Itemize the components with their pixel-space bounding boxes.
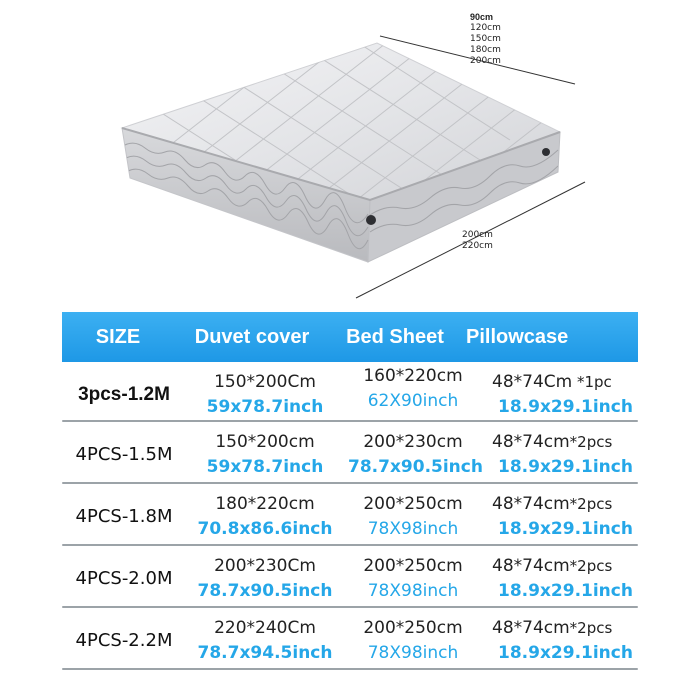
sheet-cm: 200*250cm — [363, 494, 463, 514]
mattress-image — [0, 0, 700, 310]
duvet-inch: 78.7x90.5inch — [197, 581, 333, 601]
sheet-inch: 78.7x90.5inch — [348, 457, 483, 477]
pillow-inch: 18.9x29.1inch — [498, 643, 633, 663]
table-row — [62, 484, 638, 546]
header-duvet-cover: Duvet cover — [194, 325, 310, 348]
pillow-inch: 18.9x29.1inch — [498, 457, 633, 477]
sheet-cm: 200*230cm — [363, 432, 463, 452]
sheet-inch: 78X98inch — [367, 519, 459, 539]
row-size-label: 4PCS-2.0M — [75, 568, 173, 589]
width-option: 120cm — [470, 23, 501, 33]
duvet-cm: 180*220cm — [215, 494, 315, 514]
width-option: 90cm — [470, 12, 494, 22]
mattress-illustration — [0, 0, 700, 310]
table-row — [62, 608, 638, 670]
header-size: SIZE — [95, 325, 141, 348]
duvet-cm: 200*230Cm — [214, 556, 316, 576]
row-size-label: 4PCS-1.5M — [75, 444, 173, 465]
pillow-cm: 48*74cm — [492, 618, 570, 638]
header-bed-sheet: Bed Sheet — [346, 325, 444, 348]
pillow-cm: 48*74cm — [492, 432, 570, 452]
table-row — [62, 422, 638, 484]
width-option: 180cm — [470, 45, 501, 55]
pillow-inch: 18.9x29.1inch — [498, 581, 633, 601]
pillow-inch: 18.9x29.1inch — [498, 519, 633, 539]
duvet-inch: 59x78.7inch — [206, 457, 324, 477]
table-row — [62, 362, 638, 422]
row-size-label: 3pcs-1.2M — [78, 384, 170, 405]
row-size-label: 4PCS-1.8M — [75, 506, 173, 527]
pillow-cm: 48*74Cm — [492, 372, 573, 392]
row-size-label: 4PCS-2.2M — [75, 630, 173, 651]
width-option: 200cm — [470, 56, 501, 66]
pillow-cm: 48*74cm — [492, 494, 570, 514]
table-row — [62, 546, 638, 608]
header-pillowcase: Pillowcase — [466, 325, 569, 348]
duvet-inch: 70.8x86.6inch — [197, 519, 333, 539]
length-option: 200cm — [462, 230, 493, 240]
length-option: 220cm — [462, 241, 493, 251]
sheet-inch: 62X90inch — [367, 391, 459, 411]
duvet-cm: 150*200Cm — [214, 372, 316, 392]
pillow-qty: *2pcs — [569, 619, 613, 637]
sheet-inch: 78X98inch — [367, 581, 459, 601]
sheet-inch: 78X98inch — [367, 643, 459, 663]
table-header — [62, 312, 638, 362]
width-option: 150cm — [470, 34, 501, 44]
duvet-cm: 150*200cm — [215, 432, 315, 452]
row-divider — [62, 668, 638, 670]
pillow-qty: *2pcs — [569, 495, 613, 513]
duvet-cm: 220*240Cm — [214, 618, 316, 638]
sheet-cm: 200*250cm — [363, 556, 463, 576]
pillow-cm: 48*74cm — [492, 556, 570, 576]
pillow-inch: 18.9x29.1inch — [498, 397, 633, 417]
width-dimension-list — [470, 12, 501, 67]
length-dimension-list — [462, 230, 493, 252]
duvet-inch: 59x78.7inch — [206, 397, 324, 417]
pillow-qty: *2pcs — [569, 557, 613, 575]
pillow-qty: *1pc — [572, 373, 612, 391]
duvet-inch: 78.7x94.5inch — [197, 643, 333, 663]
sheet-cm: 200*250cm — [363, 618, 463, 638]
pillow-qty: *2pcs — [569, 433, 613, 451]
sheet-cm: 160*220cm — [363, 366, 463, 386]
size-table — [62, 312, 638, 670]
